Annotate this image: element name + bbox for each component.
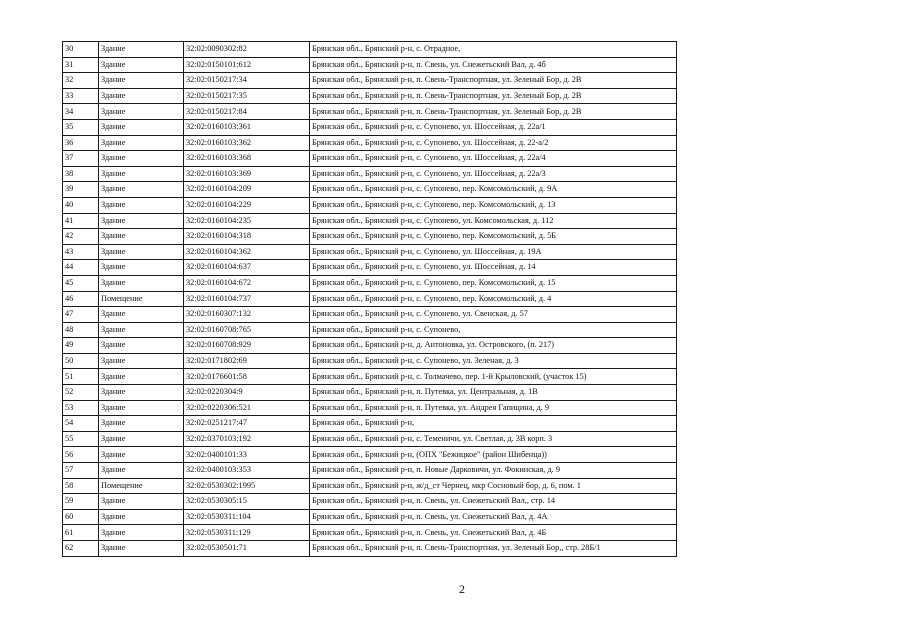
table-row (63, 104, 677, 120)
page-number: 2 (459, 582, 465, 596)
address-cell: Брянская обл., Брянский р-н, п. Свень, ул. Снежетьский Вал, д. 4б (310, 57, 677, 73)
address-cell: Брянская обл., Брянский р-н, с. Супонево, ул. Шоссейная, д. 14 (310, 260, 677, 276)
table-row (63, 463, 677, 479)
cadastral-number-cell: 32:02:0090302:82 (184, 42, 310, 58)
address-cell: Брянская обл., Брянский р-н, п. Свень-Транспортная, ул. Зеленый Бор, д. 2В (310, 88, 677, 104)
table-row (63, 431, 677, 447)
cadastral-number-cell: 32:02:0160104:235 (184, 213, 310, 229)
row-number-cell: 42 (63, 229, 99, 245)
address-cell: Брянская обл., Брянский р-н, с. Супонево, пер. Комсомольский, д. 15 (310, 275, 677, 291)
table-row (63, 229, 677, 245)
table-row (63, 42, 677, 58)
table-row (63, 166, 677, 182)
row-number-cell: 48 (63, 322, 99, 338)
table-row (63, 541, 677, 557)
object-type-cell: Здание (99, 307, 184, 323)
address-cell: Брянская обл., Брянский р-н, с. Супонево, пер. Комсомольский, д. 13 (310, 197, 677, 213)
row-number-cell: 40 (63, 197, 99, 213)
address-cell: Брянская обл., Брянский р-н, д. Антоновка, ул. Островского, (п. 217) (310, 338, 677, 354)
table-row (63, 478, 677, 494)
address-cell: Брянская обл., Брянский р-н, (310, 416, 677, 432)
address-cell: Брянская обл., Брянский р-н, с. Толмачево, пер. 1-й Крыловский, (участок 15) (310, 369, 677, 385)
object-type-cell: Здание (99, 151, 184, 167)
cadastral-number-cell: 32:02:0160104:229 (184, 197, 310, 213)
table-row (63, 338, 677, 354)
cadastral-number-cell: 32:02:0160104:672 (184, 275, 310, 291)
cadastral-number-cell: 32:02:0160104:362 (184, 244, 310, 260)
object-type-cell: Здание (99, 353, 184, 369)
address-cell: Брянская обл., Брянский р-н, п. Свень, ул. Снежетьский Вал,, стр. 14 (310, 494, 677, 510)
table-row (63, 275, 677, 291)
row-number-cell: 34 (63, 104, 99, 120)
table-row (63, 88, 677, 104)
address-cell: Брянская обл., Брянский р-н, п. Путевка, ул. Центральная, д. 1В (310, 385, 677, 401)
address-cell: Брянская обл., Брянский р-н, п. Свень-Транспортная, ул. Зеленый Бор,, стр. 28Б/1 (310, 541, 677, 557)
object-type-cell: Здание (99, 135, 184, 151)
cadastral-number-cell: 32:02:0530311:104 (184, 509, 310, 525)
row-number-cell: 36 (63, 135, 99, 151)
table-row (63, 447, 677, 463)
row-number-cell: 32 (63, 73, 99, 89)
object-type-cell: Здание (99, 338, 184, 354)
table-row (63, 197, 677, 213)
address-cell: Брянская обл., Брянский р-н, с. Супонево, ул. Зеленая, д. 3 (310, 353, 677, 369)
table-row (63, 57, 677, 73)
object-type-cell: Здание (99, 197, 184, 213)
row-number-cell: 60 (63, 509, 99, 525)
address-cell: Брянская обл., Брянский р-н, с. Супонево, пер. Комсомольский, д. 9А (310, 182, 677, 198)
object-type-cell: Здание (99, 431, 184, 447)
address-cell: Брянская обл., Брянский р-н, с. Теменичи, ул. Светлая, д. 3В корп. 3 (310, 431, 677, 447)
table-row (63, 244, 677, 260)
object-type-cell: Здание (99, 400, 184, 416)
address-cell: Брянская обл., Брянский р-н, с. Супонево, ул. Шоссейная, д. 19А (310, 244, 677, 260)
table-row (63, 135, 677, 151)
address-cell: Брянская обл., Брянский р-н, п. Свень, ул. Снежетьский Вал, д. 4Б (310, 525, 677, 541)
cadastral-number-cell: 32:02:0160103:362 (184, 135, 310, 151)
row-number-cell: 61 (63, 525, 99, 541)
address-cell: Брянская обл., Брянский р-н, с. Супонево, ул. Шоссейная, д. 22а/3 (310, 166, 677, 182)
row-number-cell: 46 (63, 291, 99, 307)
row-number-cell: 51 (63, 369, 99, 385)
cadastral-number-cell: 32:02:0176601:58 (184, 369, 310, 385)
address-cell: Брянская обл., Брянский р-н, п. Свень-Транспортная, ул. Зеленый Бор, д. 2В (310, 73, 677, 89)
address-cell: Брянская обл., Брянский р-н, ж/д_ст Чернец, мкр Сосновый бор, д. 6, пом. 1 (310, 478, 677, 494)
cadastral-number-cell: 32:02:0370103:192 (184, 431, 310, 447)
table-row (63, 369, 677, 385)
address-cell: Брянская обл., Брянский р-н, п. Новые Дарковичи, ул. Фокинская, д. 9 (310, 463, 677, 479)
table-row (63, 525, 677, 541)
object-type-cell: Здание (99, 166, 184, 182)
cadastral-number-cell: 32:02:0150217:34 (184, 73, 310, 89)
object-type-cell: Здание (99, 104, 184, 120)
property-table (62, 41, 677, 557)
object-type-cell: Здание (99, 541, 184, 557)
address-cell: Брянская обл., Брянский р-н, (ОПХ "Бежицкое" (район Шибенца)) (310, 447, 677, 463)
object-type-cell: Здание (99, 73, 184, 89)
address-cell: Брянская обл., Брянский р-н, п. Свень-Транспортная, ул. Зеленый Бор, д. 2В (310, 104, 677, 120)
address-cell: Брянская обл., Брянский р-н, с. Супонево, пер. Комсомольский, д. 4 (310, 291, 677, 307)
row-number-cell: 39 (63, 182, 99, 198)
cadastral-number-cell: 32:02:0160307:132 (184, 307, 310, 323)
cadastral-number-cell: 32:02:0160104:318 (184, 229, 310, 245)
object-type-cell: Здание (99, 322, 184, 338)
cadastral-number-cell: 32:02:0160103:368 (184, 151, 310, 167)
cadastral-number-cell: 32:02:0530501:71 (184, 541, 310, 557)
row-number-cell: 55 (63, 431, 99, 447)
cadastral-number-cell: 32:02:0150101:612 (184, 57, 310, 73)
cadastral-number-cell: 32:02:0400103:353 (184, 463, 310, 479)
table-row (63, 494, 677, 510)
object-type-cell: Здание (99, 463, 184, 479)
object-type-cell: Здание (99, 244, 184, 260)
object-type-cell: Здание (99, 57, 184, 73)
cadastral-number-cell: 32:02:0400101:33 (184, 447, 310, 463)
table-row (63, 182, 677, 198)
row-number-cell: 54 (63, 416, 99, 432)
row-number-cell: 50 (63, 353, 99, 369)
cadastral-number-cell: 32:02:0530305:15 (184, 494, 310, 510)
address-cell: Брянская обл., Брянский р-н, п. Свень, ул. Снежетьский Вал, д. 4А (310, 509, 677, 525)
row-number-cell: 37 (63, 151, 99, 167)
row-number-cell: 33 (63, 88, 99, 104)
cadastral-number-cell: 32:02:0150217:84 (184, 104, 310, 120)
cadastral-number-cell: 32:02:0160708:929 (184, 338, 310, 354)
row-number-cell: 45 (63, 275, 99, 291)
row-number-cell: 59 (63, 494, 99, 510)
row-number-cell: 35 (63, 119, 99, 135)
object-type-cell: Здание (99, 119, 184, 135)
object-type-cell: Здание (99, 525, 184, 541)
cadastral-number-cell: 32:02:0530302:1995 (184, 478, 310, 494)
table-row (63, 307, 677, 323)
row-number-cell: 57 (63, 463, 99, 479)
object-type-cell: Здание (99, 182, 184, 198)
table-row (63, 151, 677, 167)
cadastral-number-cell: 32:02:0160104:209 (184, 182, 310, 198)
table-row (63, 322, 677, 338)
object-type-cell: Здание (99, 260, 184, 276)
row-number-cell: 30 (63, 42, 99, 58)
address-cell: Брянская обл., Брянский р-н, с. Супонево, (310, 322, 677, 338)
row-number-cell: 52 (63, 385, 99, 401)
row-number-cell: 47 (63, 307, 99, 323)
cadastral-number-cell: 32:02:0220304:9 (184, 385, 310, 401)
cadastral-number-cell: 32:02:0150217:35 (184, 88, 310, 104)
cadastral-number-cell: 32:02:0251217:47 (184, 416, 310, 432)
object-type-cell: Здание (99, 275, 184, 291)
object-type-cell: Здание (99, 229, 184, 245)
table-row (63, 73, 677, 89)
address-cell: Брянская обл., Брянский р-н, с. Супонево, ул. Шоссейная, д. 22а/4 (310, 151, 677, 167)
row-number-cell: 56 (63, 447, 99, 463)
row-number-cell: 41 (63, 213, 99, 229)
cadastral-number-cell: 32:02:0160104:737 (184, 291, 310, 307)
object-type-cell: Помещение (99, 478, 184, 494)
object-type-cell: Здание (99, 369, 184, 385)
row-number-cell: 58 (63, 478, 99, 494)
object-type-cell: Помещение (99, 291, 184, 307)
table-row (63, 119, 677, 135)
table-row (63, 353, 677, 369)
row-number-cell: 53 (63, 400, 99, 416)
cadastral-number-cell: 32:02:0160103:361 (184, 119, 310, 135)
row-number-cell: 44 (63, 260, 99, 276)
table-row (63, 291, 677, 307)
object-type-cell: Здание (99, 447, 184, 463)
table-row (63, 385, 677, 401)
row-number-cell: 38 (63, 166, 99, 182)
address-cell: Брянская обл., Брянский р-н, п. Путевка, ул. Андрея Гапицина, д. 9 (310, 400, 677, 416)
table-row (63, 213, 677, 229)
table-row (63, 400, 677, 416)
address-cell: Брянская обл., Брянский р-н, с. Супонево, ул. Комсомольская, д. 112 (310, 213, 677, 229)
object-type-cell: Здание (99, 494, 184, 510)
object-type-cell: Здание (99, 42, 184, 58)
address-cell: Брянская обл., Брянский р-н, с. Супонево, ул. Шоссейная, д. 22-а/2 (310, 135, 677, 151)
table-row (63, 416, 677, 432)
cadastral-number-cell: 32:02:0160104:637 (184, 260, 310, 276)
row-number-cell: 49 (63, 338, 99, 354)
cadastral-number-cell: 32:02:0160103:369 (184, 166, 310, 182)
object-type-cell: Здание (99, 213, 184, 229)
table-body (63, 42, 677, 557)
cadastral-number-cell: 32:02:0220306:521 (184, 400, 310, 416)
object-type-cell: Здание (99, 385, 184, 401)
address-cell: Брянская обл., Брянский р-н, с. Супонево, ул. Свенская, д. 57 (310, 307, 677, 323)
address-cell: Брянская обл., Брянский р-н, с. Отрадное, (310, 42, 677, 58)
table-row (63, 260, 677, 276)
object-type-cell: Здание (99, 88, 184, 104)
cadastral-number-cell: 32:02:0171802:69 (184, 353, 310, 369)
address-cell: Брянская обл., Брянский р-н, с. Супонево, ул. Шоссейная, д. 22а/1 (310, 119, 677, 135)
object-type-cell: Здание (99, 416, 184, 432)
address-cell: Брянская обл., Брянский р-н, с. Супонево, пер. Комсомольский, д. 5Б (310, 229, 677, 245)
cadastral-number-cell: 32:02:0530311:129 (184, 525, 310, 541)
row-number-cell: 43 (63, 244, 99, 260)
object-type-cell: Здание (99, 509, 184, 525)
cadastral-number-cell: 32:02:0160708:765 (184, 322, 310, 338)
row-number-cell: 31 (63, 57, 99, 73)
table-row (63, 509, 677, 525)
row-number-cell: 62 (63, 541, 99, 557)
